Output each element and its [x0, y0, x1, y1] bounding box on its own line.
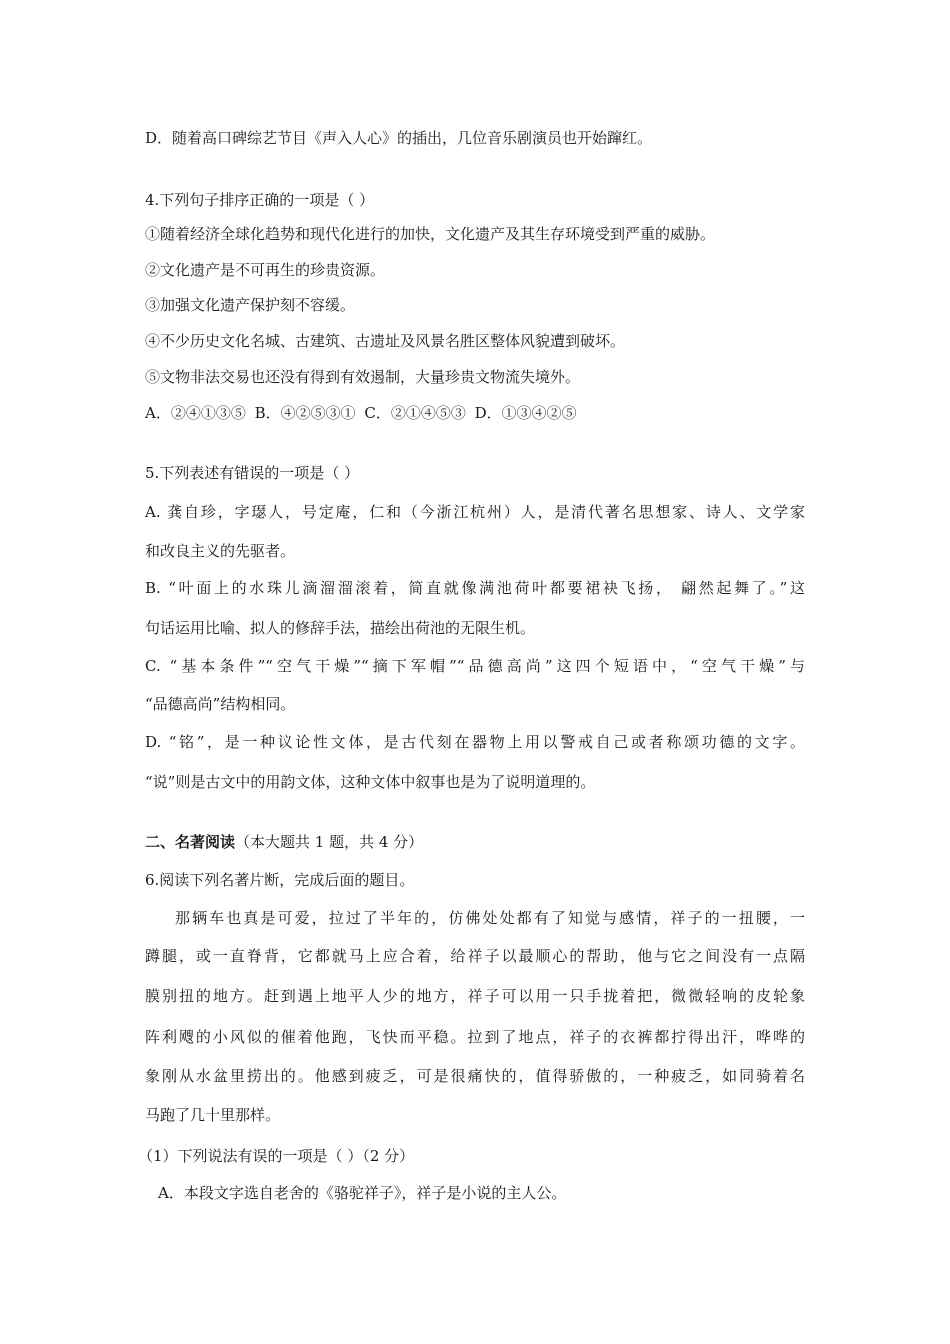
q4-sentence-4: ④不少历史文化名城、古建筑、古遗址及风景名胜区整体风貌遭到破坏。: [145, 332, 626, 350]
q6-passage-line5: 象刚从水盆里捞出的。他感到疲乏，可是很痛快的，值得骄傲的，一种疲乏，如同骑着名: [145, 1067, 805, 1085]
q6-passage-line1: 那辆车也真是可爱，拉过了半年的，仿佛处处都有了知觉与感情，祥子的一扭腰，一: [175, 909, 805, 927]
q4-stem: 4.下列句子排序正确的一项是（ ）: [145, 191, 375, 209]
q6-sub1-stem: （1）下列说法有误的一项是（ ）（2 分）: [138, 1147, 415, 1165]
q4-options: A．②④①③⑤ B．④②⑤③① C．②①④⑤③ D．①③④②⑤: [145, 404, 577, 422]
q4-sentence-2: ②文化遗产是不可再生的珍贵资源。: [145, 261, 386, 279]
section2-heading-row: [145, 832, 423, 852]
q5-option-a-line1: A. 龚自珍，字璱人，号定庵，仁和（今浙江杭州）人，是清代著名思想家、诗人、文学家: [145, 503, 805, 521]
q5-option-a-line2: 和改良主义的先驱者。: [145, 542, 296, 560]
section2-heading-note: （本大题共 1 题，共 4 分）: [235, 833, 424, 851]
q5-option-c-line1: C. “基本条件”“空气干燥”“摘下军帽”“品德高尚”这四个短语中，“空气干燥”与: [145, 657, 805, 675]
q6-passage-line3: 膜别扭的地方。赶到遇上地平人少的地方，祥子可以用一只手拢着把，微微轻响的皮轮象: [145, 987, 805, 1005]
q4-sentence-5: ⑤文物非法交易也还没有得到有效遏制，大量珍贵文物流失境外。: [145, 368, 581, 386]
q5-option-b-line1: B. “叶面上的水珠儿滴溜溜滚着，简直就像满池荷叶都要裙袂飞扬， 翩然起舞了。”这: [145, 579, 805, 597]
q4-sentence-3: ③加强文化遗产保护刻不容缓。: [145, 296, 356, 314]
q6-passage-line2: 蹲腿，或一直脊背，它都就马上应合着，给祥子以最顺心的帮助，他与它之间没有一点隔: [145, 947, 805, 965]
q5-option-b-line2: 句话运用比喻、拟人的修辞手法，描绘出荷池的无限生机。: [145, 619, 536, 637]
q5-option-d-line1: D. “铭”，是一种议论性文体，是古代刻在器物上用以警戒自己或者称颂功德的文字。: [145, 733, 805, 751]
q3-option-d: D．随着高口碑综艺节目《声入人心》的插出，几位音乐剧演员也开始蹿红。: [145, 129, 653, 147]
q5-stem: 5.下列表述有错误的一项是（ ）: [145, 464, 360, 482]
section2-heading: 二、名著阅读: [145, 833, 236, 851]
q6-sub1-option-a: A．本段文字选自老舍的《骆驼祥子》，祥子是小说的主人公。: [158, 1184, 567, 1202]
q6-passage-line6: 马跑了几十里那样。: [145, 1106, 281, 1124]
q4-sentence-1: ①随着经济全球化趋势和现代化进行的加快，文化遗产及其生存环境受到严重的威胁。: [145, 225, 716, 243]
q6-passage-line4: 阵利飕的小风似的催着他跑，飞快而平稳。拉到了地点，祥子的衣裤都拧得出汗，哗哗的: [145, 1028, 805, 1046]
q5-option-d-line2: “说”则是古文中的用韵文体，这种文体中叙事也是为了说明道理的。: [145, 773, 596, 791]
q6-stem: 6.阅读下列名著片断，完成后面的题目。: [145, 871, 415, 889]
q5-option-c-line2: “品德高尚”结构相同。: [145, 695, 296, 713]
